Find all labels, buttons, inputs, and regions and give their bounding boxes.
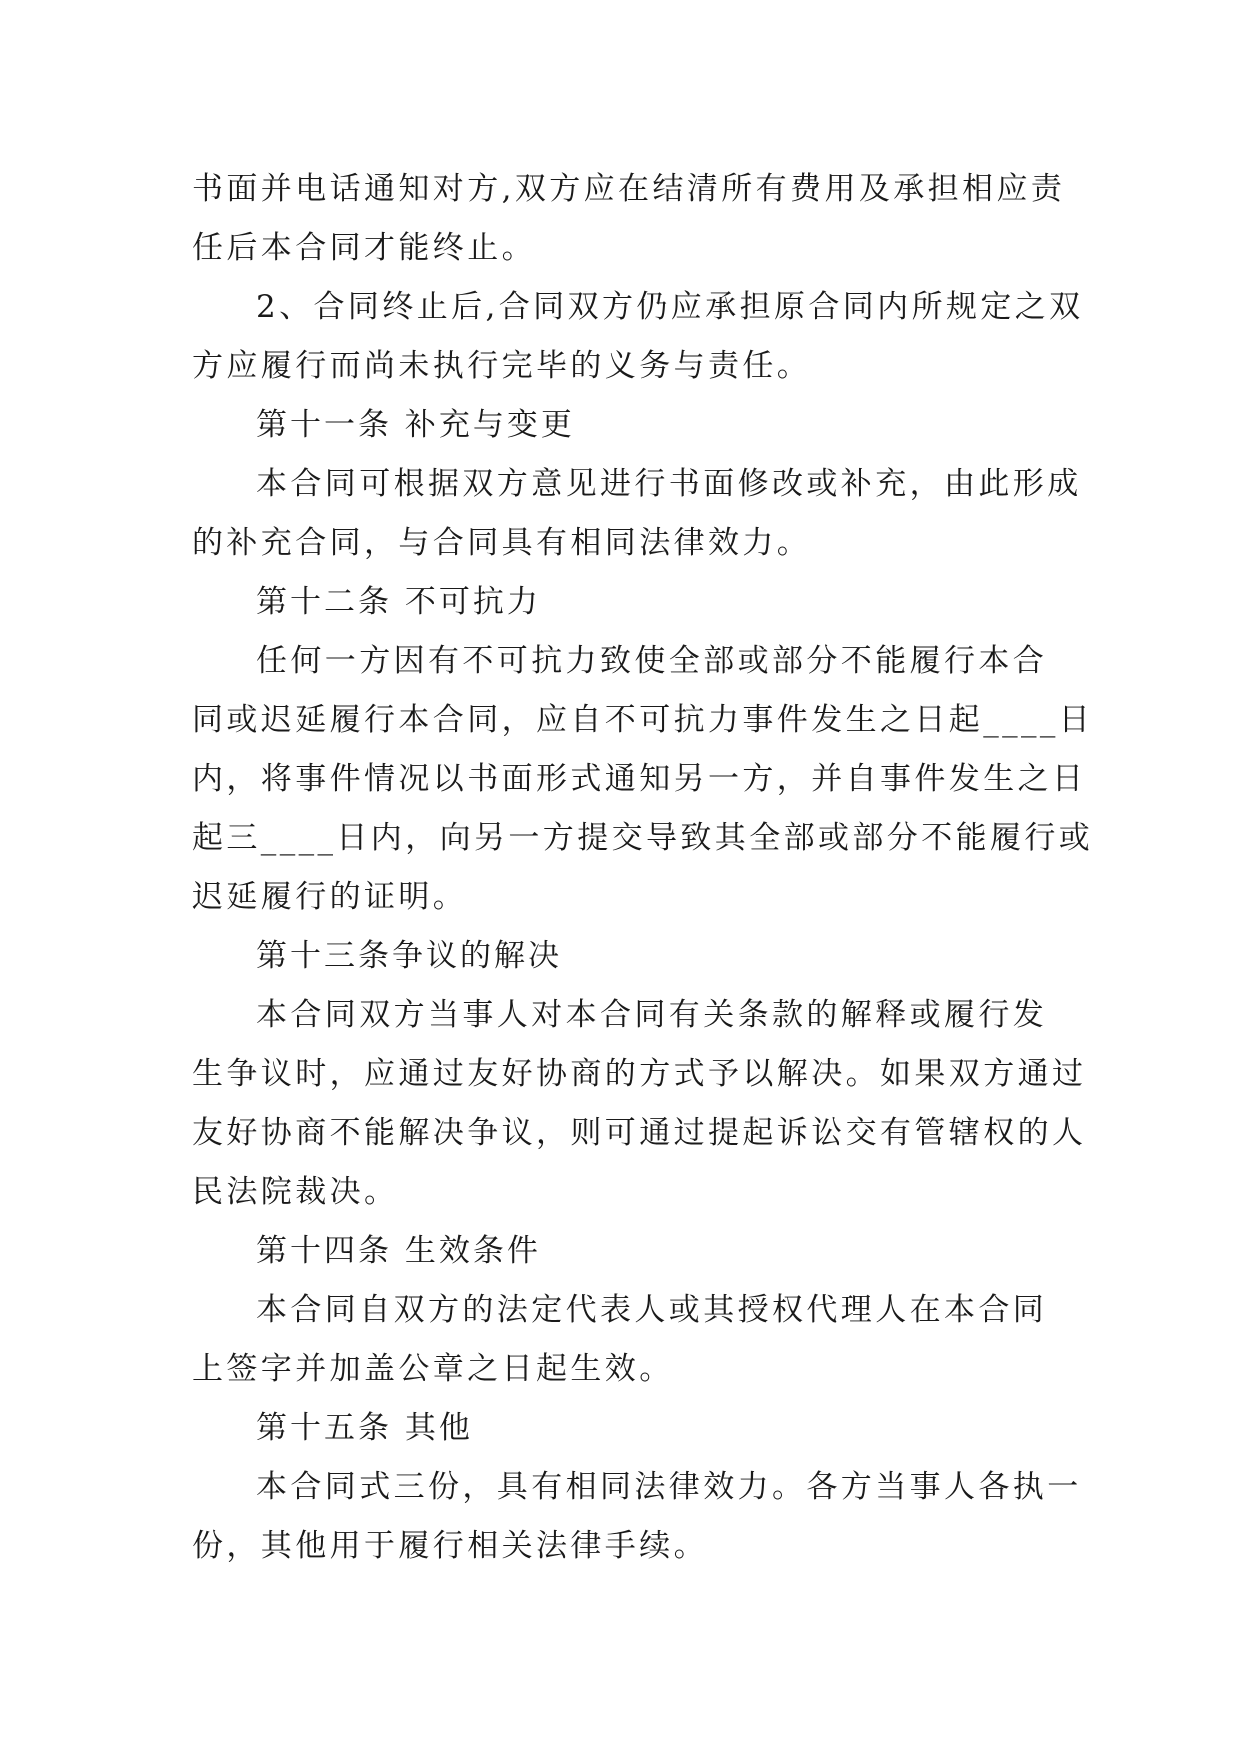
article-14-heading: 第十四条 生效条件 (256, 1233, 541, 1269)
article-11-line-2: 的补充合同，与合同具有相同法律效力。 (192, 525, 812, 561)
article-14-line-2: 上签字并加盖公章之日起生效。 (192, 1351, 674, 1387)
article-12-line-5: 迟延履行的证明。 (192, 879, 468, 915)
article-12-heading: 第十二条 不可抗力 (256, 584, 541, 620)
document-body (192, 160, 1094, 1576)
article-13-line-4: 民法院裁决。 (192, 1174, 399, 1210)
article-15-line-2: 份，其他用于履行相关法律手续。 (192, 1528, 708, 1564)
article-13-line-3: 友好协商不能解决争议，则可通过提起诉讼交有管辖权的人 (192, 1115, 1087, 1151)
article-15-line-1: 本合同式三份，具有相同法律效力。各方当事人各执一 (256, 1469, 1082, 1505)
body-line-1: 书面并电话通知对方,双方应在结清所有费用及承担相应责 (192, 171, 1066, 207)
article-13-line-2: 生争议时，应通过友好协商的方式予以解决。如果双方通过 (192, 1056, 1087, 1092)
body-line-2: 任后本合同才能终止。 (192, 230, 536, 266)
clause-10-item-2-line-2: 方应履行而尚未执行完毕的义务与责任。 (192, 348, 812, 384)
article-11-line-1: 本合同可根据双方意见进行书面修改或补充，由此形成 (256, 466, 1082, 502)
article-15-heading: 第十五条 其他 (256, 1410, 473, 1446)
article-12-line-3: 内，将事件情况以书面形式通知另一方，并自事件发生之日 (192, 761, 1087, 797)
article-12-line-4: 起三____日内，向另一方提交导致其全部或部分不能履行或 (192, 820, 1094, 856)
article-12-line-1: 任何一方因有不可抗力致使全部或部分不能履行本合 (256, 643, 1048, 679)
article-11-heading: 第十一条 补充与变更 (256, 407, 575, 443)
clause-10-item-2-line-1: 2、合同终止后,合同双方仍应承担原合同内所规定之双 (256, 289, 1084, 325)
article-14-line-1: 本合同自双方的法定代表人或其授权代理人在本合同 (256, 1292, 1048, 1328)
article-13-line-1: 本合同双方当事人对本合同有关条款的解释或履行发 (256, 997, 1048, 1033)
article-13-heading: 第十三条争议的解决 (256, 938, 562, 974)
article-12-line-2: 同或迟延履行本合同，应自不可抗力事件发生之日起____日 (192, 702, 1094, 738)
